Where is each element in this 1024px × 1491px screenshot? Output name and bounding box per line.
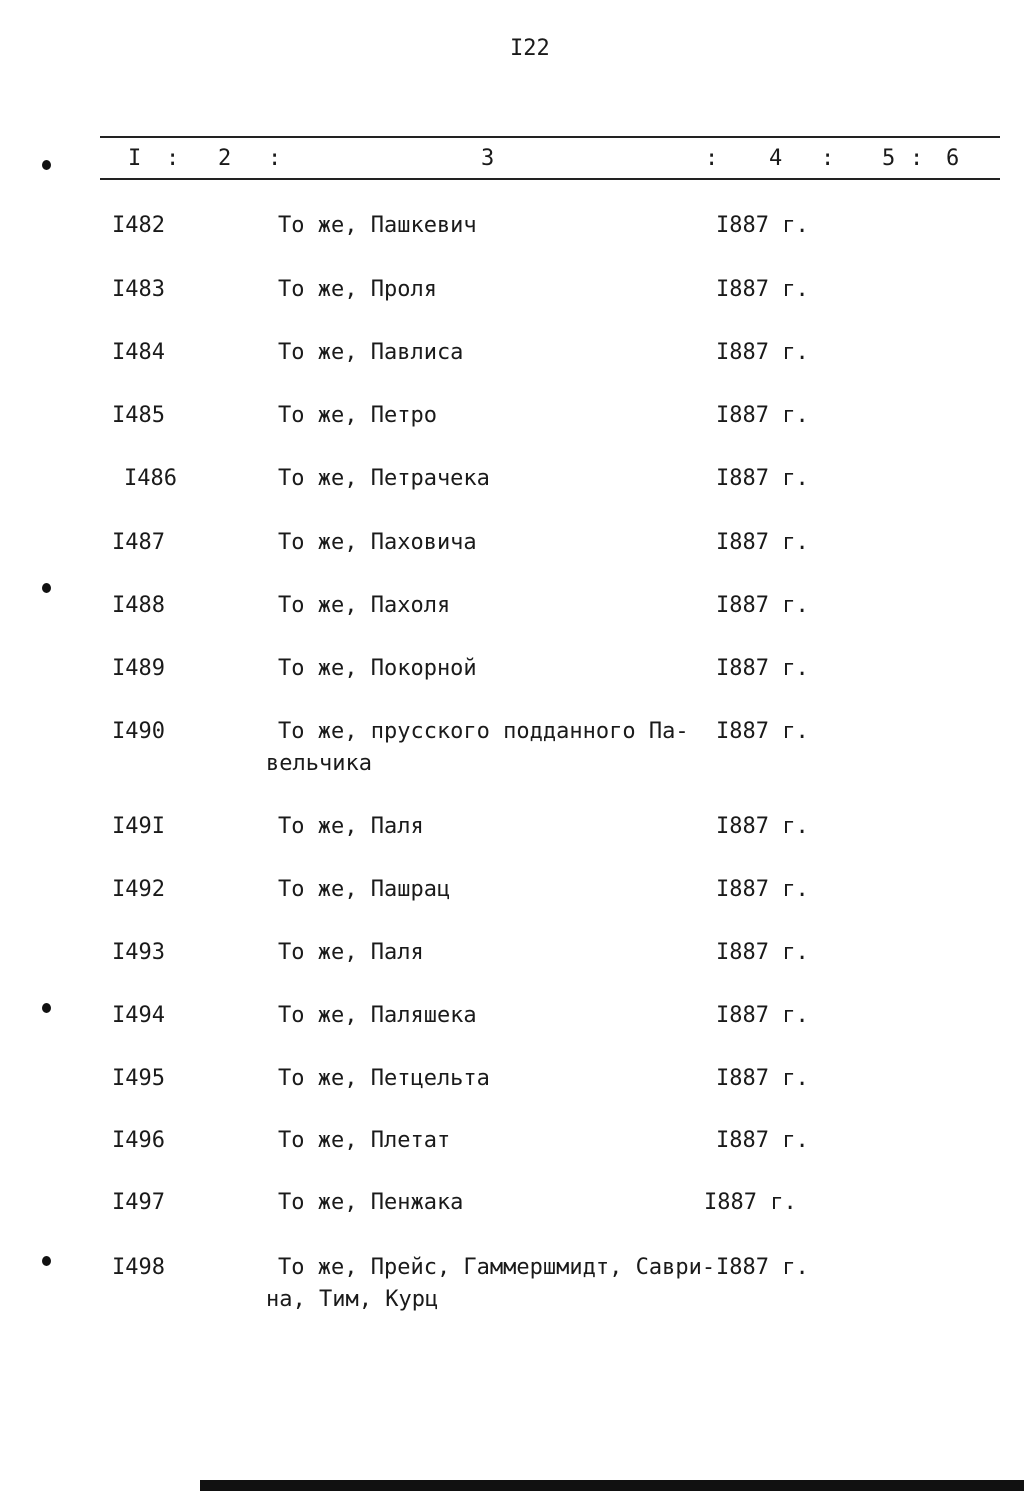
entry-year: I887 г.: [704, 1190, 797, 1215]
entry-description-continuation: вельчика: [266, 751, 372, 776]
column-header-1: I: [128, 146, 142, 171]
entry-number: I497: [112, 1190, 165, 1215]
column-header-3: 3: [481, 146, 495, 171]
scan-edge-bar: [200, 1480, 1024, 1491]
entry-description: То же, Пахоля: [278, 593, 451, 618]
entry-number: I494: [112, 1003, 165, 1028]
entry-description: То же, Пашрац: [278, 877, 451, 902]
entry-year: I887 г.: [716, 593, 809, 618]
column-header-4: 4: [769, 146, 783, 171]
entry-year: I887 г.: [716, 1003, 809, 1028]
entry-year: I887 г.: [716, 277, 809, 302]
entry-number: I483: [112, 277, 165, 302]
column-separator: :: [910, 146, 924, 171]
entry-description: То же, Петро: [278, 403, 437, 428]
entry-year: I887 г.: [716, 940, 809, 965]
column-header-row: [0, 146, 1024, 172]
binding-hole-mark: [42, 583, 51, 593]
binding-hole-mark: [42, 1003, 51, 1013]
binding-hole-mark: [42, 1256, 51, 1266]
entry-number: I495: [112, 1066, 165, 1091]
entry-description: То же, Покорной: [278, 656, 477, 681]
entry-description: То же, Павлиса: [278, 340, 464, 365]
entry-number: I498: [112, 1255, 165, 1280]
entry-year: I887 г.: [716, 340, 809, 365]
entry-description-continuation: на, Тим, Курц: [266, 1287, 439, 1312]
header-bottom-rule: [100, 178, 1000, 180]
entry-description: То же, Проля: [278, 277, 437, 302]
entry-number: I486: [124, 466, 177, 491]
entry-description: То же, Пенжака: [278, 1190, 464, 1215]
entry-description: То же, Паля: [278, 814, 424, 839]
entry-number: I496: [112, 1128, 165, 1153]
column-separator: :: [705, 146, 719, 171]
header-top-rule: [100, 136, 1000, 138]
entry-description: То же, Паляшека: [278, 1003, 477, 1028]
entry-year: I887 г.: [716, 530, 809, 555]
entry-year: I887 г.: [716, 877, 809, 902]
entry-number: I492: [112, 877, 165, 902]
entry-description: То же, Паля: [278, 940, 424, 965]
entry-description: То же, прусского подданного Па-: [278, 719, 689, 744]
column-header-6: 6: [946, 146, 960, 171]
entry-number: I487: [112, 530, 165, 555]
entry-description: То же, Пашкевич: [278, 213, 477, 238]
entry-number: I484: [112, 340, 165, 365]
entry-description: То же, Плетат: [278, 1128, 451, 1153]
entry-number: I488: [112, 593, 165, 618]
entry-year: I887 г.: [716, 656, 809, 681]
binding-hole-mark: [42, 160, 51, 170]
column-separator: :: [821, 146, 835, 171]
entry-year: I887 г.: [716, 1066, 809, 1091]
entry-number: I489: [112, 656, 165, 681]
column-header-2: 2: [218, 146, 232, 171]
entry-year: I887 г.: [716, 466, 809, 491]
entry-year: I887 г.: [716, 1255, 809, 1280]
entry-description: То же, Петцельта: [278, 1066, 490, 1091]
entry-year: I887 г.: [716, 814, 809, 839]
entry-number: I49I: [112, 814, 165, 839]
entry-number: I485: [112, 403, 165, 428]
entry-year: I887 г.: [716, 403, 809, 428]
entry-year: I887 г.: [716, 213, 809, 238]
column-separator: :: [268, 146, 282, 171]
column-header-5: 5: [882, 146, 896, 171]
entry-year: I887 г.: [716, 719, 809, 744]
entry-number: I490: [112, 719, 165, 744]
entry-description: То же, Прейс, Гаммершмидт, Саври-: [278, 1255, 716, 1280]
entry-number: I482: [112, 213, 165, 238]
entry-year: I887 г.: [716, 1128, 809, 1153]
entry-description: То же, Петрачека: [278, 466, 490, 491]
entry-number: I493: [112, 940, 165, 965]
entry-description: То же, Паховича: [278, 530, 477, 555]
column-separator: :: [166, 146, 180, 171]
page-number: I22: [510, 36, 550, 61]
